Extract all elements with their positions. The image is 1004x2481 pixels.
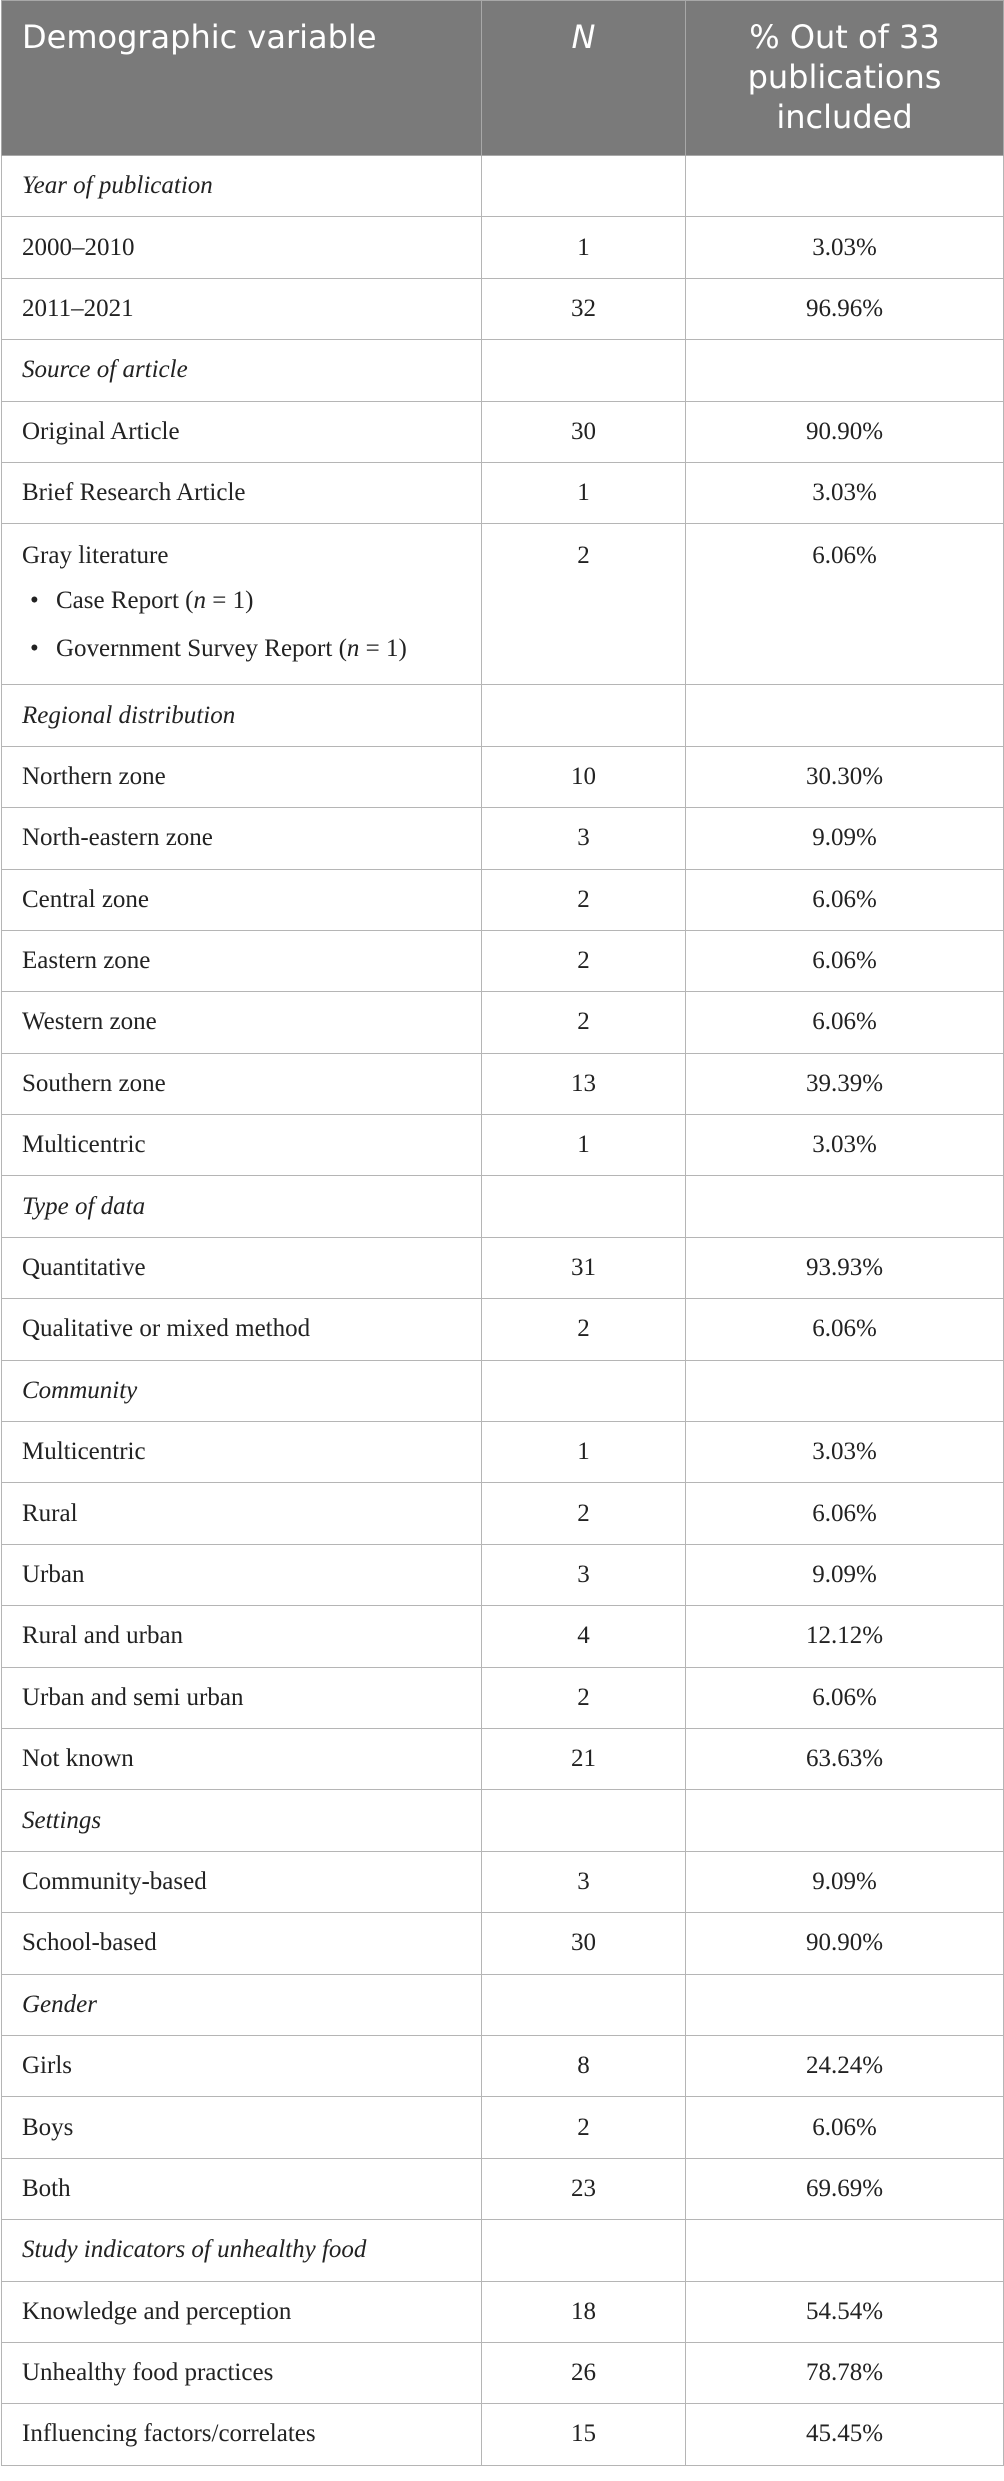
row-label-text: Knowledge and perception — [22, 2297, 292, 2325]
sub-item-text: Government Survey Report ( — [56, 635, 347, 663]
percent-value — [686, 340, 1004, 401]
n-value — [482, 685, 686, 746]
header-demographic-variable: Demographic variable — [2, 1, 482, 156]
percent-value: 90.90% — [686, 401, 1004, 462]
percent-value: 6.06% — [686, 524, 1004, 685]
row-label — [2, 401, 482, 462]
row-label-text: Study indicators of unhealthy food — [22, 2236, 367, 2264]
n-value: 21 — [482, 1728, 686, 1789]
n-value: 2 — [482, 524, 686, 685]
n-value: 2 — [482, 930, 686, 991]
table-row — [2, 2281, 1004, 2342]
table-row — [2, 930, 1004, 991]
percent-value: 3.03% — [686, 217, 1004, 278]
n-value: 23 — [482, 2158, 686, 2219]
n-value — [482, 1360, 686, 1421]
percent-value — [686, 1360, 1004, 1421]
row-label-text: Settings — [22, 1806, 102, 1834]
table-header — [2, 1, 1004, 156]
row-label — [2, 1053, 482, 1114]
percent-value: 6.06% — [686, 2097, 1004, 2158]
section-row — [2, 340, 1004, 401]
table-row — [2, 808, 1004, 869]
row-label — [2, 2281, 482, 2342]
percent-value: 78.78% — [686, 2342, 1004, 2403]
percent-value: 9.09% — [686, 1544, 1004, 1605]
row-label — [2, 1115, 482, 1176]
table-row — [2, 1851, 1004, 1912]
row-label-text: Both — [22, 2174, 71, 2202]
row-label-text: Year of publication — [22, 172, 213, 200]
percent-value: 6.06% — [686, 930, 1004, 991]
percent-value: 90.90% — [686, 1913, 1004, 1974]
row-label-text: Community-based — [22, 1867, 207, 1895]
row-label — [2, 2342, 482, 2403]
section-label — [2, 2220, 482, 2281]
table-row — [2, 992, 1004, 1053]
percent-value: 69.69% — [686, 2158, 1004, 2219]
n-value: 13 — [482, 1053, 686, 1114]
n-value: 4 — [482, 1606, 686, 1667]
n-value — [482, 1176, 686, 1237]
row-label — [2, 2404, 482, 2465]
row-label — [2, 524, 482, 685]
table-row — [2, 1053, 1004, 1114]
n-value: 31 — [482, 1237, 686, 1298]
percent-value: 54.54% — [686, 2281, 1004, 2342]
table-row — [2, 2404, 1004, 2465]
n-value: 1 — [482, 1422, 686, 1483]
table-row — [2, 1913, 1004, 1974]
row-label — [2, 462, 482, 523]
row-label-text: Girls — [22, 2052, 72, 2080]
row-label — [2, 808, 482, 869]
percent-value: 30.30% — [686, 746, 1004, 807]
n-value: 2 — [482, 869, 686, 930]
n-value: 3 — [482, 1851, 686, 1912]
row-label-text: Eastern zone — [22, 947, 151, 975]
table-row — [2, 2035, 1004, 2096]
bullet-icon: • — [30, 587, 39, 615]
n-value: 15 — [482, 2404, 686, 2465]
sub-item-count: = 1) — [359, 635, 407, 663]
percent-value: 96.96% — [686, 278, 1004, 339]
percent-value: 93.93% — [686, 1237, 1004, 1298]
row-label — [2, 992, 482, 1053]
row-label-text: Brief Research Article — [22, 479, 246, 507]
n-value — [482, 2220, 686, 2281]
n-value: 8 — [482, 2035, 686, 2096]
n-value: 30 — [482, 1913, 686, 1974]
row-label — [2, 1851, 482, 1912]
percent-value: 6.06% — [686, 1667, 1004, 1728]
row-label-text: Type of data — [22, 1192, 146, 1220]
percent-value: 6.06% — [686, 1299, 1004, 1360]
n-value: 2 — [482, 1483, 686, 1544]
row-label-text: Rural and urban — [22, 1622, 184, 1650]
row-label-text: 2000–2010 — [22, 233, 135, 261]
n-value: 18 — [482, 2281, 686, 2342]
n-value: 10 — [482, 746, 686, 807]
demographics-table — [1, 0, 1004, 2466]
row-label-text: Qualitative or mixed method — [22, 1315, 311, 1343]
section-label — [2, 340, 482, 401]
n-value — [482, 340, 686, 401]
row-label-text: Boys — [22, 2113, 74, 2141]
percent-value: 12.12% — [686, 1606, 1004, 1667]
section-label — [2, 1176, 482, 1237]
row-label-text: Community — [22, 1376, 138, 1404]
section-label — [2, 156, 482, 217]
row-label — [2, 869, 482, 930]
percent-value: 45.45% — [686, 2404, 1004, 2465]
table-row — [2, 1237, 1004, 1298]
n-value — [482, 156, 686, 217]
table-row — [2, 524, 1004, 685]
table-row — [2, 1606, 1004, 1667]
n-value: 30 — [482, 401, 686, 462]
row-label — [2, 2097, 482, 2158]
n-value — [482, 1974, 686, 2035]
percent-value — [686, 156, 1004, 217]
table-body — [2, 156, 1004, 2466]
row-label-text: Original Article — [22, 417, 180, 445]
table-row — [2, 2097, 1004, 2158]
table-row — [2, 746, 1004, 807]
table-row — [2, 1667, 1004, 1728]
row-label — [2, 1237, 482, 1298]
row-label — [2, 1422, 482, 1483]
table-row — [2, 869, 1004, 930]
n-value: 1 — [482, 462, 686, 523]
n-value: 32 — [482, 278, 686, 339]
percent-value — [686, 2220, 1004, 2281]
row-label — [2, 746, 482, 807]
row-label-text: Source of article — [22, 356, 188, 384]
section-label — [2, 1360, 482, 1421]
table-row — [2, 217, 1004, 278]
row-label — [2, 930, 482, 991]
row-label-text: Regional distribution — [22, 701, 236, 729]
section-row — [2, 685, 1004, 746]
table-row — [2, 2342, 1004, 2403]
percent-value: 3.03% — [686, 1422, 1004, 1483]
row-label-text: Gender — [22, 1990, 97, 2018]
sub-item-count: = 1) — [205, 587, 254, 615]
row-label — [2, 2035, 482, 2096]
row-label — [2, 2158, 482, 2219]
row-label-text: Influencing factors/correlates — [22, 2420, 316, 2448]
row-label — [2, 1667, 482, 1728]
percent-value — [686, 685, 1004, 746]
row-label-text: Southern zone — [22, 1069, 166, 1097]
row-label — [2, 1299, 482, 1360]
row-label — [2, 1606, 482, 1667]
percent-value: 6.06% — [686, 869, 1004, 930]
percent-value: 3.03% — [686, 462, 1004, 523]
sub-item-text: Case Report ( — [56, 587, 194, 615]
table-row — [2, 1115, 1004, 1176]
n-value: 2 — [482, 1667, 686, 1728]
row-label — [2, 1913, 482, 1974]
section-row — [2, 1176, 1004, 1237]
row-label-text: Quantitative — [22, 1254, 146, 1282]
row-label — [2, 278, 482, 339]
table-row — [2, 1728, 1004, 1789]
section-row — [2, 1360, 1004, 1421]
n-value: 2 — [482, 992, 686, 1053]
row-label-text: North-eastern zone — [22, 824, 213, 852]
table-row — [2, 2158, 1004, 2219]
section-label — [2, 685, 482, 746]
row-label-text: Northern zone — [22, 762, 166, 790]
table-row — [2, 278, 1004, 339]
n-value: 26 — [482, 2342, 686, 2403]
table-row — [2, 1422, 1004, 1483]
section-label — [2, 1790, 482, 1851]
percent-value — [686, 1176, 1004, 1237]
percent-value: 24.24% — [686, 2035, 1004, 2096]
row-label-text: 2011–2021 — [22, 294, 134, 322]
row-label — [2, 1483, 482, 1544]
row-label-text: Urban — [22, 1561, 85, 1588]
row-label-text: Not known — [22, 1745, 134, 1773]
n-value: 2 — [482, 2097, 686, 2158]
row-label-text: Central zone — [22, 885, 150, 913]
n-value: 1 — [482, 1115, 686, 1176]
section-label — [2, 1974, 482, 2035]
percent-value: 9.09% — [686, 1851, 1004, 1912]
row-label-text: Gray literature — [22, 542, 169, 570]
percent-value: 9.09% — [686, 808, 1004, 869]
sub-item-n-symbol: n — [346, 635, 360, 663]
section-row — [2, 1974, 1004, 2035]
percent-value: 3.03% — [686, 1115, 1004, 1176]
table-row — [2, 1544, 1004, 1605]
n-value: 1 — [482, 217, 686, 278]
header-row — [2, 1, 1004, 156]
row-label — [2, 1728, 482, 1789]
sub-item-n-symbol: n — [193, 587, 206, 615]
row-label — [2, 1544, 482, 1605]
row-label-text: Urban and semi urban — [22, 1683, 244, 1711]
section-row — [2, 156, 1004, 217]
sub-item-list — [22, 588, 461, 661]
percent-value: 63.63% — [686, 1728, 1004, 1789]
bullet-icon: • — [30, 635, 39, 663]
n-value — [482, 1790, 686, 1851]
table-row — [2, 1299, 1004, 1360]
row-label-text: Multicentric — [22, 1438, 146, 1466]
table-row — [2, 462, 1004, 523]
table-row — [2, 401, 1004, 462]
section-row — [2, 2220, 1004, 2281]
header-n: N — [482, 1, 686, 156]
table-row — [2, 1483, 1004, 1544]
percent-value: 6.06% — [686, 1483, 1004, 1544]
n-value: 3 — [482, 808, 686, 869]
row-label — [2, 217, 482, 278]
row-label-text: Multicentric — [22, 1131, 146, 1159]
percent-value — [686, 1790, 1004, 1851]
percent-value: 6.06% — [686, 992, 1004, 1053]
header-percent: % Out of 33 publications included — [686, 1, 1004, 156]
row-label-text: Rural — [22, 1499, 78, 1527]
percent-value — [686, 1974, 1004, 2035]
row-label-text: Western zone — [22, 1008, 157, 1036]
sub-list-item — [22, 636, 461, 661]
row-label-text: School-based — [22, 1929, 157, 1957]
percent-value: 39.39% — [686, 1053, 1004, 1114]
section-row — [2, 1790, 1004, 1851]
n-value: 3 — [482, 1544, 686, 1605]
n-value: 2 — [482, 1299, 686, 1360]
row-label-text: Unhealthy food practices — [22, 2359, 274, 2387]
sub-list-item — [22, 588, 461, 613]
